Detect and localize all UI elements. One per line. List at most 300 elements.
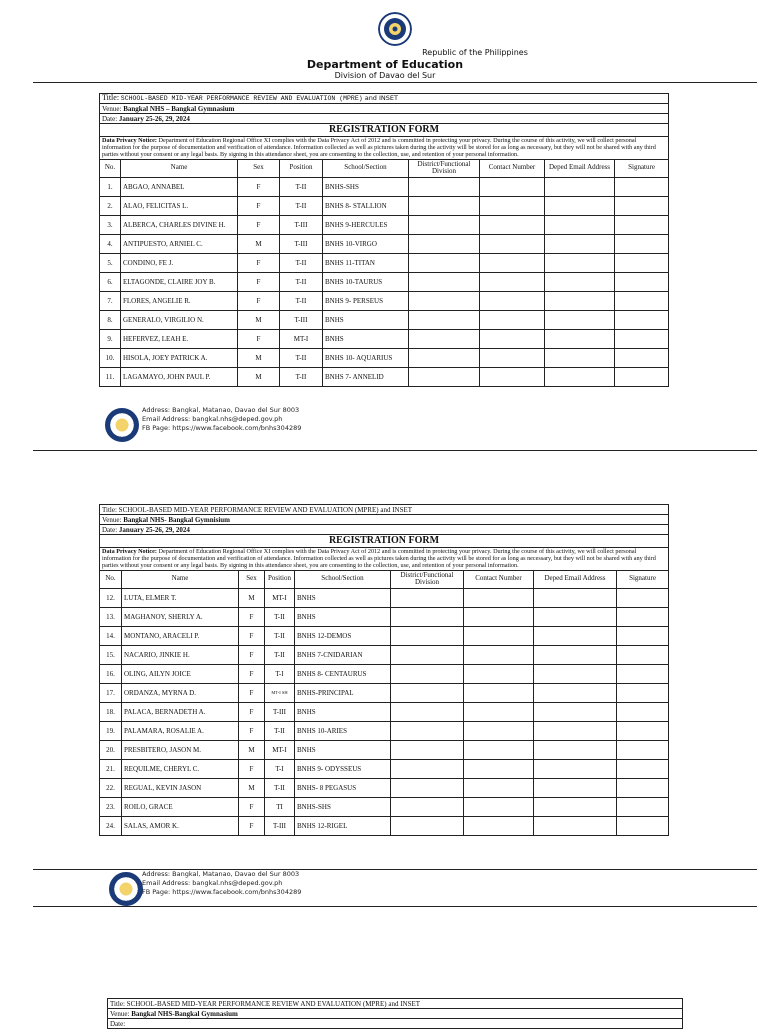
row-email[interactable] xyxy=(545,291,615,310)
row-email[interactable] xyxy=(534,626,617,645)
row-district[interactable] xyxy=(409,310,480,329)
row-school: BNHS 10- AQUARIUS xyxy=(323,348,409,367)
row-contact[interactable] xyxy=(464,588,534,607)
row-signature[interactable] xyxy=(615,329,669,348)
table-row xyxy=(100,683,669,702)
row-email[interactable] xyxy=(545,253,615,272)
school-seal-icon xyxy=(105,408,139,442)
row-signature[interactable] xyxy=(617,740,669,759)
row-position: MT-I xyxy=(265,588,295,607)
table-row xyxy=(100,215,669,234)
row-number: 3. xyxy=(100,215,121,234)
row-district[interactable] xyxy=(409,196,480,215)
table-row xyxy=(100,645,669,664)
row-sex: M xyxy=(238,234,280,253)
row-name: ROILO, GRACE xyxy=(122,797,239,816)
table-row xyxy=(100,329,669,348)
row-number: 15. xyxy=(100,645,122,664)
table-row xyxy=(100,234,669,253)
row-email[interactable] xyxy=(545,348,615,367)
row-school: BNHS 10-VIRGO xyxy=(323,234,409,253)
row-sex: F xyxy=(239,797,265,816)
row-sex: F xyxy=(238,215,280,234)
row-school: BNHS 7- ANNELID xyxy=(323,367,409,386)
row-contact[interactable] xyxy=(464,778,534,797)
form-title: SCHOOL-BASED MID-YEAR PERFORMANCE REVIEW AND EVALUATION (MPRE) and INSET xyxy=(126,999,421,1008)
privacy-notice: Data Privacy Notice: Department of Education Regional Office XI complies with the Data Privacy Act of 2012 and is committed in protecting your privacy. During the course of this activity, we will collect personal information for the purpose of documentation and verification of attendance. Information collected as well as pictures taken during the activity will be stored for as long as necessary, but they will not be shared with any third parties without your consent or any legal basis. By signing in this attendance sheet, you are consenting to the collection, use, and retention of your personal information. xyxy=(100,548,669,571)
row-district[interactable] xyxy=(391,759,464,778)
form-title: SCHOOL-BASED MID-YEAR PERFORMANCE REVIEW AND EVALUATION (MPRE) xyxy=(120,95,363,102)
row-email[interactable] xyxy=(545,234,615,253)
row-position: MT-I xyxy=(265,740,295,759)
col-email: Deped Email Address xyxy=(545,159,615,177)
row-contact[interactable] xyxy=(480,291,545,310)
row-email[interactable] xyxy=(534,759,617,778)
row-sex: F xyxy=(238,272,280,291)
row-contact[interactable] xyxy=(464,683,534,702)
row-name: REGUAL, KEVIN JASON xyxy=(122,778,239,797)
row-email[interactable] xyxy=(545,310,615,329)
row-position: T-I xyxy=(265,759,295,778)
form-venue-row: Venue: Bangkal NHS – Bangkal Gymnasium xyxy=(100,104,669,114)
row-email[interactable] xyxy=(545,329,615,348)
row-sex: F xyxy=(238,253,280,272)
row-number: 22. xyxy=(100,778,122,797)
row-district[interactable] xyxy=(391,797,464,816)
row-number: 9. xyxy=(100,329,121,348)
row-sex: M xyxy=(238,367,280,386)
division-text: Division of Davao del Sur xyxy=(334,71,436,80)
row-school: BNHS 12-RIGEL xyxy=(295,816,391,835)
row-number: 7. xyxy=(100,291,121,310)
form-date-row: Date: xyxy=(108,1019,683,1029)
school-seal-icon xyxy=(109,872,143,906)
row-name: PALAMARA, ROSALIE A. xyxy=(122,721,239,740)
row-signature[interactable] xyxy=(615,215,669,234)
page-break-rule xyxy=(33,906,757,907)
row-number: 17. xyxy=(100,683,122,702)
row-email[interactable] xyxy=(534,664,617,683)
row-email[interactable] xyxy=(534,721,617,740)
school-footer xyxy=(142,870,301,897)
row-name: NACARIO, JINKIE H. xyxy=(122,645,239,664)
row-position: TI xyxy=(265,797,295,816)
row-school: BNHS- 8 PEGASUS xyxy=(295,778,391,797)
row-name: FLORES, ANGELIE R. xyxy=(121,291,238,310)
col-email: Deped Email Address xyxy=(534,570,617,588)
row-name: PALACA, BERNADETH A. xyxy=(122,702,239,721)
row-contact[interactable] xyxy=(464,607,534,626)
col-sex: Sex xyxy=(239,570,265,588)
row-signature[interactable] xyxy=(617,683,669,702)
footer-fb: FB Page: https://www.facebook.com/bnhs304289 xyxy=(142,888,302,896)
row-school: BNHS xyxy=(295,740,391,759)
form-title: SCHOOL-BASED MID-YEAR PERFORMANCE REVIEW AND EVALUATION (MPRE) and INSET xyxy=(118,505,413,514)
row-name: ELTAGONDE, CLAIRE JOY B. xyxy=(121,272,238,291)
row-sex: F xyxy=(239,607,265,626)
row-position: T-II xyxy=(265,721,295,740)
row-number: 5. xyxy=(100,253,121,272)
registration-heading: REGISTRATION FORM xyxy=(100,124,669,137)
form-venue: Bangkal NHS-Bangkal Gymnasium xyxy=(131,1009,238,1018)
row-email[interactable] xyxy=(545,367,615,386)
row-position: T-II xyxy=(265,645,295,664)
department-title: Department of Education xyxy=(306,58,464,71)
registration-form-1 xyxy=(99,93,669,387)
republic-text: Republic of the Philippines xyxy=(422,48,528,57)
row-name: ABGAO, ANNABEL xyxy=(121,177,238,196)
row-sex: F xyxy=(239,664,265,683)
row-contact[interactable] xyxy=(480,310,545,329)
form-title-row: Title: SCHOOL-BASED MID-YEAR PERFORMANCE REVIEW AND EVALUATION (MPRE) and INSET xyxy=(108,999,683,1009)
row-school: BNHS 9-HERCULES xyxy=(323,215,409,234)
table-row xyxy=(100,721,669,740)
row-school: BNHS xyxy=(295,702,391,721)
col-school: School/Section xyxy=(295,570,391,588)
row-name: ANTIPUESTO, ARNIEL C. xyxy=(121,234,238,253)
row-school: BNHS-SHS xyxy=(295,797,391,816)
form-title-row: Title: SCHOOL-BASED MID-YEAR PERFORMANCE REVIEW AND EVALUATION (MPRE) and INSET xyxy=(100,505,669,515)
row-contact[interactable] xyxy=(480,329,545,348)
row-district[interactable] xyxy=(409,272,480,291)
row-signature[interactable] xyxy=(617,759,669,778)
row-number: 18. xyxy=(100,702,122,721)
row-name: ALAO, FELICITAS L. xyxy=(121,196,238,215)
row-school: BNHS 9- ODYSSEUS xyxy=(295,759,391,778)
form-date: January 25-26, 29, 2024 xyxy=(118,114,190,123)
col-district: District/Functional Division xyxy=(391,570,464,588)
row-position: T-II xyxy=(280,291,323,310)
row-district[interactable] xyxy=(391,626,464,645)
row-email[interactable] xyxy=(545,177,615,196)
row-sex: F xyxy=(239,759,265,778)
row-signature[interactable] xyxy=(617,645,669,664)
footer-address: Address: Bangkal, Matanao, Davao del Sur 8003 xyxy=(142,406,300,414)
form-date: January 25-26, 29, 2024 xyxy=(118,525,190,534)
col-no: No. xyxy=(100,570,122,588)
row-district[interactable] xyxy=(391,702,464,721)
row-sex: F xyxy=(239,721,265,740)
row-contact[interactable] xyxy=(480,177,545,196)
row-name: OLING, AILYN JOICE xyxy=(122,664,239,683)
form-date-row: Date: January 25-26, 29, 2024 xyxy=(100,114,669,124)
row-contact[interactable] xyxy=(464,664,534,683)
row-district[interactable] xyxy=(391,645,464,664)
col-sex: Sex xyxy=(238,159,280,177)
row-email[interactable] xyxy=(545,215,615,234)
row-number: 4. xyxy=(100,234,121,253)
row-contact[interactable] xyxy=(464,702,534,721)
row-signature[interactable] xyxy=(617,816,669,835)
row-sex: M xyxy=(238,310,280,329)
table-row xyxy=(100,664,669,683)
row-contact[interactable] xyxy=(464,816,534,835)
table-row xyxy=(100,607,669,626)
row-name: SALAS, AMOR K. xyxy=(122,816,239,835)
row-contact[interactable] xyxy=(480,348,545,367)
row-contact[interactable] xyxy=(464,645,534,664)
row-position: T-II xyxy=(265,626,295,645)
form-venue-row: Venue: Bangkal NHS-Bangkal Gymnasium xyxy=(108,1009,683,1019)
row-number: 20. xyxy=(100,740,122,759)
row-position: MT-I SH xyxy=(265,683,295,702)
col-district: District/Functional Division xyxy=(409,159,480,177)
table-row xyxy=(100,626,669,645)
row-name: MONTANO, ARACELI P. xyxy=(122,626,239,645)
row-name: CONDINO, FE J. xyxy=(121,253,238,272)
table-row xyxy=(100,177,669,196)
row-contact[interactable] xyxy=(480,367,545,386)
row-contact[interactable] xyxy=(480,253,545,272)
row-email[interactable] xyxy=(534,645,617,664)
row-sex: M xyxy=(239,740,265,759)
row-school: BNHS xyxy=(323,329,409,348)
footer-address: Address: Bangkal, Matanao, Davao del Sur 8003 xyxy=(142,870,300,878)
row-school: BNHS-PRINCIPAL xyxy=(295,683,391,702)
page-break-rule xyxy=(33,450,757,451)
header-rule xyxy=(33,82,757,83)
row-position: T-II xyxy=(280,177,323,196)
row-signature[interactable] xyxy=(615,272,669,291)
row-number: 6. xyxy=(100,272,121,291)
row-signature[interactable] xyxy=(617,588,669,607)
row-district[interactable] xyxy=(409,348,480,367)
row-district[interactable] xyxy=(409,367,480,386)
row-signature[interactable] xyxy=(617,702,669,721)
col-name: Name xyxy=(121,159,238,177)
table-row xyxy=(100,253,669,272)
row-number: 12. xyxy=(100,588,122,607)
row-school: BNHS 9- PERSEUS xyxy=(323,291,409,310)
row-email[interactable] xyxy=(534,702,617,721)
row-signature[interactable] xyxy=(615,234,669,253)
row-district[interactable] xyxy=(409,177,480,196)
footer-email: Email Address: bangkal.nhs@deped.gov.ph xyxy=(142,879,283,887)
row-position: T-III xyxy=(280,234,323,253)
row-sex: F xyxy=(239,645,265,664)
row-signature[interactable] xyxy=(615,310,669,329)
row-contact[interactable] xyxy=(480,215,545,234)
row-school: BNHS xyxy=(323,310,409,329)
row-number: 11. xyxy=(100,367,121,386)
school-footer xyxy=(142,406,301,433)
table-row xyxy=(100,778,669,797)
row-number: 13. xyxy=(100,607,122,626)
form-venue-row: Venue: Bangkal NHS- Bangkal Gymnisium xyxy=(100,515,669,525)
form-venue: Bangkal NHS- Bangkal Gymnisium xyxy=(123,515,230,524)
row-contact[interactable] xyxy=(464,797,534,816)
row-position: T-II xyxy=(280,367,323,386)
row-school: BNHS xyxy=(295,588,391,607)
row-school: BNHS 10-ARIES xyxy=(295,721,391,740)
row-contact[interactable] xyxy=(464,626,534,645)
form-venue: Bangkal NHS – Bangkal Gymnasium xyxy=(123,104,235,113)
row-district[interactable] xyxy=(409,291,480,310)
col-signature: Signature xyxy=(617,570,669,588)
col-no: No. xyxy=(100,159,121,177)
row-contact[interactable] xyxy=(480,196,545,215)
row-name: ORDANZA, MYRNA D. xyxy=(122,683,239,702)
row-email[interactable] xyxy=(534,778,617,797)
row-number: 14. xyxy=(100,626,122,645)
row-contact[interactable] xyxy=(464,721,534,740)
table-row xyxy=(100,272,669,291)
row-school: BNHS-SHS xyxy=(323,177,409,196)
table-row xyxy=(100,740,669,759)
row-district[interactable] xyxy=(391,721,464,740)
row-position: MT-I xyxy=(280,329,323,348)
row-district[interactable] xyxy=(391,664,464,683)
row-district[interactable] xyxy=(391,778,464,797)
table-row xyxy=(100,367,669,386)
row-sex: M xyxy=(238,348,280,367)
row-school: BNHS 11-TITAN xyxy=(323,253,409,272)
col-signature: Signature xyxy=(615,159,669,177)
col-name: Name xyxy=(122,570,239,588)
table-row xyxy=(100,588,669,607)
row-sex: M xyxy=(239,778,265,797)
row-email[interactable] xyxy=(545,272,615,291)
row-signature[interactable] xyxy=(617,797,669,816)
row-school: BNHS 8- CENTAURUS xyxy=(295,664,391,683)
row-signature[interactable] xyxy=(615,196,669,215)
col-position: Position xyxy=(280,159,323,177)
row-number: 2. xyxy=(100,196,121,215)
row-name: REQUILME, CHERYL C. xyxy=(122,759,239,778)
row-school: BNHS 12-DEMOS xyxy=(295,626,391,645)
registration-heading: REGISTRATION FORM xyxy=(100,535,669,548)
registration-form-3 xyxy=(107,998,683,1029)
row-position: T-III xyxy=(265,816,295,835)
row-name: LAGAMAYO, JOHN PAUL P. xyxy=(121,367,238,386)
row-school: BNHS 7-CNIDARIAN xyxy=(295,645,391,664)
row-email[interactable] xyxy=(545,196,615,215)
row-sex: M xyxy=(239,588,265,607)
row-name: HISOLA, JOEY PATRICK A. xyxy=(121,348,238,367)
row-contact[interactable] xyxy=(464,759,534,778)
table-row xyxy=(100,816,669,835)
row-name: LUTA, ELMER T. xyxy=(122,588,239,607)
row-email[interactable] xyxy=(534,607,617,626)
row-position: T-II xyxy=(280,348,323,367)
footer-email: Email Address: bangkal.nhs@deped.gov.ph xyxy=(142,415,283,423)
row-email[interactable] xyxy=(534,683,617,702)
row-sex: F xyxy=(239,626,265,645)
form-date-row: Date: January 25-26, 29, 2024 xyxy=(100,525,669,535)
row-signature[interactable] xyxy=(615,291,669,310)
row-district[interactable] xyxy=(391,740,464,759)
column-header-row xyxy=(100,159,669,177)
row-number: 21. xyxy=(100,759,122,778)
row-number: 10. xyxy=(100,348,121,367)
table-row xyxy=(100,702,669,721)
row-email[interactable] xyxy=(534,588,617,607)
row-position: T-II xyxy=(280,196,323,215)
row-contact[interactable] xyxy=(464,740,534,759)
row-number: 16. xyxy=(100,664,122,683)
row-number: 19. xyxy=(100,721,122,740)
row-district[interactable] xyxy=(409,234,480,253)
footer-fb: FB Page: https://www.facebook.com/bnhs304289 xyxy=(142,424,302,432)
row-district[interactable] xyxy=(391,683,464,702)
row-contact[interactable] xyxy=(480,234,545,253)
row-position: T-III xyxy=(265,702,295,721)
row-signature[interactable] xyxy=(617,626,669,645)
row-number: 1. xyxy=(100,177,121,196)
row-signature[interactable] xyxy=(615,348,669,367)
row-signature[interactable] xyxy=(617,721,669,740)
row-district[interactable] xyxy=(391,588,464,607)
row-signature[interactable] xyxy=(617,664,669,683)
col-position: Position xyxy=(265,570,295,588)
row-school: BNHS 8- STALLION xyxy=(323,196,409,215)
row-position: T-II xyxy=(280,272,323,291)
row-sex: F xyxy=(239,702,265,721)
row-signature[interactable] xyxy=(617,607,669,626)
table-row xyxy=(100,797,669,816)
row-district[interactable] xyxy=(409,215,480,234)
row-school: BNHS 10-TAURUS xyxy=(323,272,409,291)
table-row xyxy=(100,759,669,778)
row-position: T-III xyxy=(280,215,323,234)
table-row xyxy=(100,310,669,329)
row-name: MAGHANOY, SHERLY A. xyxy=(122,607,239,626)
row-position: T-II xyxy=(280,253,323,272)
row-number: 23. xyxy=(100,797,122,816)
col-contact: Contact Number xyxy=(480,159,545,177)
row-position: T-III xyxy=(280,310,323,329)
privacy-notice: Data Privacy Notice: Department of Education Regional Office XI complies with the Data Privacy Act of 2012 and is committed in protecting your privacy. During the course of this activity, we will collect personal information for the purpose of documentation and verification of attendance. Information collected as well as pictures taken during the activity will be stored for as long as necessary, but they will not be shared with any third parties without your consent or any legal basis. By signing in this attendance sheet, you are consenting to the collection, use, and retention of your personal information. xyxy=(100,137,669,160)
registration-form-2 xyxy=(99,504,669,836)
row-sex: F xyxy=(239,683,265,702)
row-sex: F xyxy=(239,816,265,835)
table-row xyxy=(100,291,669,310)
row-signature[interactable] xyxy=(615,367,669,386)
form-title-row: Title: SCHOOL-BASED MID-YEAR PERFORMANCE REVIEW AND EVALUATION (MPRE) and INSET xyxy=(100,94,669,104)
row-district[interactable] xyxy=(409,253,480,272)
table-row xyxy=(100,348,669,367)
row-name: ALBERCA, CHARLES DIVINE H. xyxy=(121,215,238,234)
row-district[interactable] xyxy=(409,329,480,348)
row-signature[interactable] xyxy=(617,778,669,797)
row-sex: F xyxy=(238,177,280,196)
row-contact[interactable] xyxy=(480,272,545,291)
row-position: T-II xyxy=(265,778,295,797)
table-row xyxy=(100,196,669,215)
col-contact: Contact Number xyxy=(464,570,534,588)
row-number: 8. xyxy=(100,310,121,329)
row-position: T-II xyxy=(265,607,295,626)
col-school: School/Section xyxy=(323,159,409,177)
row-number: 24. xyxy=(100,816,122,835)
row-district[interactable] xyxy=(391,607,464,626)
row-name: HEFERVEZ, LEAH E. xyxy=(121,329,238,348)
row-district[interactable] xyxy=(391,816,464,835)
row-signature[interactable] xyxy=(615,177,669,196)
row-sex: F xyxy=(238,291,280,310)
row-signature[interactable] xyxy=(615,253,669,272)
row-name: GENERALO, VIRGILIO N. xyxy=(121,310,238,329)
row-sex: F xyxy=(238,329,280,348)
row-name: PRESBITERO, JASON M. xyxy=(122,740,239,759)
row-school: BNHS xyxy=(295,607,391,626)
row-position: T-I xyxy=(265,664,295,683)
row-email[interactable] xyxy=(534,740,617,759)
row-sex: F xyxy=(238,196,280,215)
row-email[interactable] xyxy=(534,797,617,816)
row-email[interactable] xyxy=(534,816,617,835)
column-header-row xyxy=(100,570,669,588)
